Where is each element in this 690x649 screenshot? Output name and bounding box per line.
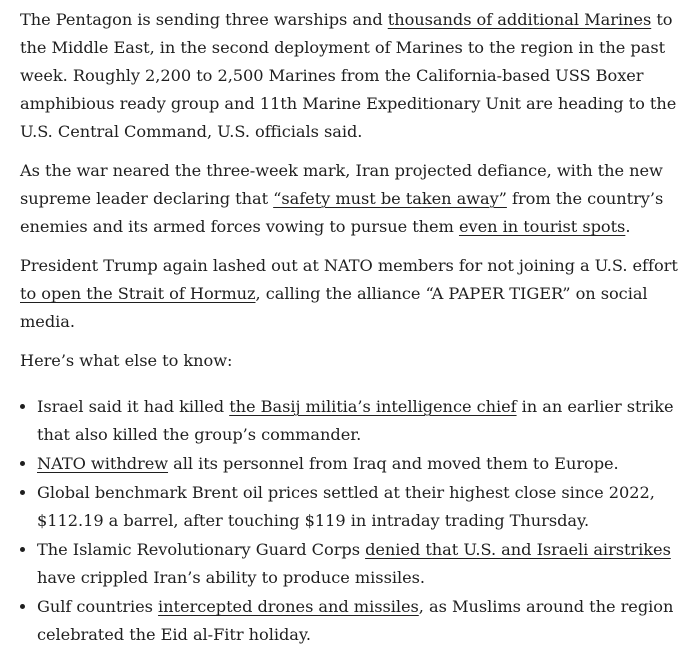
link-to-open-the-strait-of-hormuz[interactable]: to open the Strait of Hormuz (20, 284, 256, 303)
text-run: The Pentagon is sending three warships and (20, 10, 388, 29)
link-denied-us-israeli-airstrikes[interactable]: denied that U.S. and Israeli airstrikes (365, 540, 671, 559)
paragraph-marines-deployment (20, 6, 688, 146)
list-item-brent-oil-prices (37, 479, 689, 535)
link-safety-must-be-taken-away[interactable]: “safety must be taken away” (273, 189, 507, 208)
list-item-nato-withdrew (37, 450, 689, 478)
text-run: Here’s what else to know: (20, 351, 233, 370)
text-run: Global benchmark Brent oil prices settled at their highest close since 2022, $112.19 a barrel, after touching $119 in intraday trading Thursday. (37, 483, 655, 530)
list-item-irgc-denial (37, 536, 689, 592)
paragraph-trump-nato (20, 252, 688, 336)
text-run: President Trump again lashed out at NATO members for not joining a U.S. effort (20, 256, 678, 275)
paragraph-what-else-to-know (20, 347, 688, 375)
text-run: . (625, 217, 631, 236)
text-run: Israel said it had killed (37, 397, 230, 416)
link-intercepted-drones-and-missiles[interactable]: intercepted drones and missiles (158, 597, 419, 616)
list-item-basij-intelligence-chief (37, 393, 689, 449)
text-run: from the country’s enemies and its armed forces vowing to pursue them (20, 189, 664, 236)
text-run: have crippled Iran’s ability to produce missiles. (37, 568, 425, 587)
news-bullet-list (20, 393, 689, 649)
text-run: , as Muslims around the region celebrated the Eid al-Fitr holiday. (37, 597, 674, 644)
list-item-gulf-interceptions (37, 593, 689, 649)
text-run: As the war neared the three-week mark, Iran projected defiance, with the new supreme leader declaring that (20, 161, 663, 208)
text-run: Gulf countries (37, 597, 159, 616)
link-basij-militia-intelligence-chief[interactable]: the Basij militia’s intelligence chief (229, 397, 517, 416)
link-even-in-tourist-spots[interactable]: even in tourist spots (458, 217, 626, 236)
article-body (20, 6, 690, 649)
text-run: The Islamic Revolutionary Guard Corps (37, 540, 366, 559)
text-run: all its personnel from Iraq and moved them to Europe. (168, 454, 619, 473)
paragraph-iran-defiance (20, 157, 688, 241)
link-nato-withdrew[interactable]: NATO withdrew (37, 454, 169, 473)
text-run: , calling the alliance “A PAPER TIGER” on social media. (20, 284, 648, 331)
text-run: in an earlier strike that also killed the group’s commander. (37, 397, 674, 444)
text-run: to the Middle East, in the second deployment of Marines to the region in the past week. Roughly 2,200 to 2,500 Marines from the California-based USS Boxer amphibious ready group and 11th Marine Expeditionary Unit are heading to the U.S. Central Command, U.S. officials said. (20, 10, 677, 141)
link-thousands-of-additional-marines[interactable]: thousands of additional Marines (387, 10, 652, 29)
